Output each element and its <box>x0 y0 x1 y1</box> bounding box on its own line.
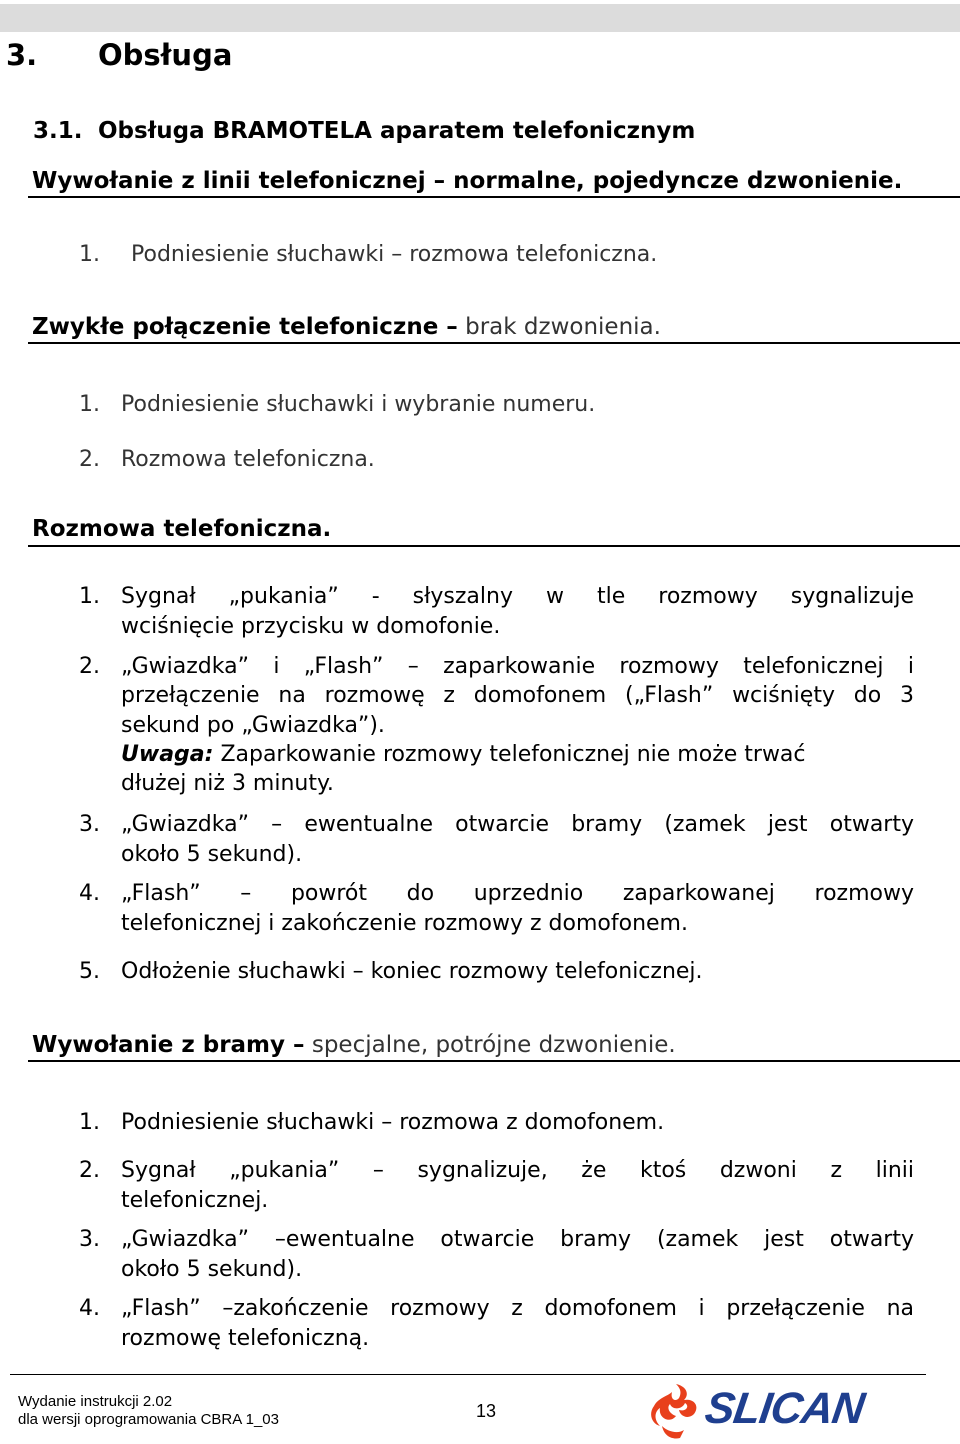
list-item-line: „Flash” – powrót do uprzednio zaparkowanej rozmowy <box>121 881 914 906</box>
section-title: Obsługa BRAMOTELA aparatem telefonicznym <box>98 118 696 144</box>
heading-normal-part: brak dzwonienia. <box>465 314 661 340</box>
section-number: 3.1. <box>33 118 83 144</box>
list-item-text: Podniesienie słuchawki – rozmowa telefoniczna. <box>131 242 658 267</box>
list-item-line: wciśnięcie przycisku w domofonie. <box>121 614 501 639</box>
footer-rule <box>10 1374 926 1375</box>
slican-logo <box>646 1380 946 1440</box>
note-label: Uwaga: <box>121 742 214 767</box>
slican-wordmark: SLICAN <box>702 1384 867 1433</box>
footer-edition: Wydanie instrukcji 2.02 <box>18 1393 173 1410</box>
list-item-line: telefonicznej i zakończenie rozmowy z domofonem. <box>121 911 688 936</box>
list-item-number: 4. <box>79 1296 100 1321</box>
slican-flame-icon <box>646 1380 704 1440</box>
heading-rule <box>28 1060 960 1062</box>
list-item-line: „Gwiazdka” – ewentualne otwarcie bramy (zamek jest otwarty <box>121 812 914 837</box>
heading-bold-part: Wywołanie z bramy – <box>32 1032 305 1058</box>
heading-rule <box>28 342 960 344</box>
list-item-number: 1. <box>79 242 100 267</box>
list-item-number: 3. <box>79 812 100 837</box>
list-item-line: Sygnał „pukania” - słyszalny w tle rozmowy sygnalizuje <box>121 584 914 609</box>
list-item-line: „Gwiazdka” i „Flash” – zaparkowanie rozmowy telefonicznej i <box>121 654 914 679</box>
list-item-line: Podniesienie słuchawki – rozmowa z domofonem. <box>121 1110 665 1135</box>
list-item-line: sekund po „Gwiazdka”). <box>121 713 385 738</box>
list-item-number: 4. <box>79 881 100 906</box>
footer-software-version: dla wersji oprogramowania CBRA 1_03 <box>18 1411 279 1428</box>
list-item-number: 1. <box>79 1110 100 1135</box>
list-item-line: „Gwiazdka” –ewentualne otwarcie bramy (zamek jest otwarty <box>121 1227 914 1252</box>
list-item-line: rozmowę telefoniczną. <box>121 1326 370 1351</box>
note-line: dłużej niż 3 minuty. <box>121 771 334 796</box>
list-item-line: około 5 sekund). <box>121 1257 303 1282</box>
heading-rule <box>28 196 960 198</box>
list-item-number: 1. <box>79 392 100 417</box>
heading-normal-part: specjalne, potrójne dzwonienie. <box>311 1032 676 1058</box>
chapter-number: 3. <box>6 38 38 72</box>
heading-line-call: Wywołanie z linii telefonicznej – normalne, pojedyncze dzwonienie. <box>32 168 903 194</box>
list-item-number: 2. <box>79 447 100 472</box>
note-text: Zaparkowanie rozmowy telefonicznej nie może trwać <box>220 742 806 767</box>
top-gray-bar <box>0 4 960 32</box>
heading-gate-call <box>32 1032 676 1058</box>
list-item-text: Rozmowa telefoniczna. <box>121 447 375 472</box>
list-item-number: 2. <box>79 654 100 679</box>
list-item-text: Podniesienie słuchawki i wybranie numeru. <box>121 392 596 417</box>
list-item-line: przełączenie na rozmowę z domofonem („Flash” wciśnięty do 3 <box>121 683 914 708</box>
heading-phone-call: Rozmowa telefoniczna. <box>32 516 332 542</box>
list-item-line: telefonicznej. <box>121 1188 269 1213</box>
chapter-title: Obsługa <box>98 38 233 72</box>
heading-bold-part: Zwykłe połączenie telefoniczne – <box>32 314 458 340</box>
list-item-line: około 5 sekund). <box>121 842 303 867</box>
list-item-line: Odłożenie słuchawki – koniec rozmowy telefonicznej. <box>121 959 703 984</box>
list-item-number: 2. <box>79 1158 100 1183</box>
list-item-line: Sygnał „pukania” – sygnalizuje, że ktoś dzwoni z linii <box>121 1158 914 1183</box>
list-item-line: „Flash” –zakończenie rozmowy z domofonem i przełączenie na <box>121 1296 914 1321</box>
heading-normal-call <box>32 314 661 340</box>
list-item-number: 1. <box>79 584 100 609</box>
list-item-number: 5. <box>79 959 100 984</box>
list-item-number: 3. <box>79 1227 100 1252</box>
page-number: 13 <box>476 1401 497 1421</box>
heading-rule <box>28 545 960 547</box>
note-line <box>121 740 914 770</box>
